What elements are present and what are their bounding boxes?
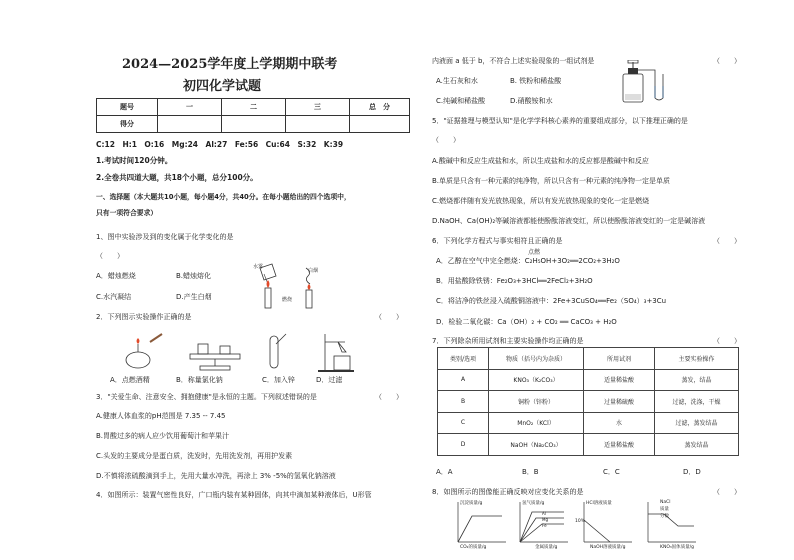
q4-option-d: D.硝酸铵和水 [510,97,553,105]
score-label: 得分 [97,116,158,133]
q7-option-c: C．C [603,468,620,476]
q1-option-a: A．蜡烛燃烧 [96,272,136,280]
q7-header-cell: 主要实验操作 [655,348,739,370]
q2-option-c: C．加入锌 [262,376,295,384]
q6-bracket: （ ） [713,237,741,245]
q8-graph4-ylabel-2: 质量 [660,507,669,512]
q7-cell: 蒸发，结晶 [655,369,739,391]
q1-bracket: （ ） [96,252,124,260]
q3-option-c: C.头发的主要成分是蛋白质，洗发时，先用洗发剂，再用护发素 [96,452,293,460]
q7-cell: 适量稀盐酸 [584,369,655,391]
q6-option-a: A．乙醇在空气中完全燃烧：C₂H₅OH+3O₂══2CO₂+3H₂O [436,257,620,265]
q3-option-a: A.健康人体血浆的pH范围是 7.35 -- 7.45 [96,412,226,420]
q5-option-b: B.单质是只含有一种元素的纯净物，所以只含有一种元素的纯净物一定是单质 [432,177,671,185]
q7-option-b: B．B [522,468,539,476]
q1-fig-label-mist: 水雾 [253,264,264,270]
table-row [438,412,739,434]
q5-option-a: A.酸碱中和反应生成盐和水，所以生成盐和水的反应都是酸碱中和反应 [432,157,649,165]
q8-graph2-series-al: Al [542,511,546,516]
q8-graph4-xlabel: KNO₃固体质量/g [660,545,695,550]
q5-option-d: D.NaOH、Ca(OH)₂等碱溶液都能使酚酞溶液变红，所以使酚酞溶液变红的一定是碱溶液 [432,217,706,225]
q7-cell: B [438,391,489,413]
q2-option-b: B．称量氯化钠 [176,376,223,384]
q5-option-c: C.燃烧都伴随有发光放热现象，所以有发光放热现象的变化一定是燃烧 [432,197,650,205]
q3-option-b: B.胃酸过多的病人应少饮用葡萄汁和苹果汁 [96,432,230,440]
section-heading: 一、选择题（本大题共10小题，每小题4分，共40分。在每小题给出的四个选项中， [96,193,351,201]
q8-graph1-ylabel: 沉淀质量/g [460,501,483,506]
q7-cell: 蒸发结晶 [655,434,739,456]
q8-stem: 8．如图所示的图像能正确反映对应变化关系的是 [432,488,584,496]
q7-cell: D [438,434,489,456]
section-heading-2: 只有一项符合要求） [96,209,158,217]
q8-graph2-xlabel: 金属质量/g [535,545,558,550]
score-cell: 二 [222,99,286,116]
q6-option-b: B．用盐酸除铁锈：Fe₂O₃+3HCl══2FeCl₂+3H₂O [436,277,593,285]
score-cell: 题号 [97,99,158,116]
score-blank [350,116,410,133]
q4-stem: 4．如图所示：装置气密性良好，广口瓶内装有某种固体，向其中滴加某种液体后，U形管 [96,491,372,499]
q7-cell: 过滤，洗涤，干燥 [655,391,739,413]
q8-graph4-ylabel-1: NaCl [660,500,671,505]
q8-graph1-xlabel: CO₂的质量/g [460,545,487,550]
q1-stem: 1、图中实验涉及到的变化属于化学变化的是 [96,233,234,241]
q2-option-a: A．点燃酒精 [110,376,150,384]
q7-option-d: D．D [683,468,701,476]
q7-cell: 过量稀硫酸 [584,391,655,413]
q7-cell: 适量稀盐酸 [584,434,655,456]
score-blank [222,116,286,133]
q2-stem: 2．下列图示实验操作正确的是 [96,313,192,321]
score-cell: 总 分 [350,99,410,116]
note-1: 1.考试时间120分钟。 [96,156,173,165]
q1-fig-label-smoke: 白烟 [308,268,319,274]
q5-bracket: （ ） [432,136,460,144]
q3-option-d: D.不慎将浓硫酸滴到手上，先用大量水冲洗，再涂上 3% -5%的氢氧化钠溶液 [96,472,336,480]
q1-fig-label-burn: 燃烧 [282,297,293,303]
q7-header-cell: 所用试剂 [584,348,655,370]
q7-header-cell: 类别/选项 [438,348,489,370]
q7-table [437,347,739,456]
score-cell: 一 [158,99,222,116]
score-table-row [97,116,410,133]
note-2: 2.全卷共四道大题，共18个小题，总分100分。 [96,173,258,182]
exam-subtitle: 初四化学试题 [183,79,262,94]
q1-option-d: D.产生白烟 [176,293,212,301]
score-blank [286,116,350,133]
q7-cell: 过滤，蒸发结晶 [655,412,739,434]
table-row [438,391,739,413]
q7-cell: MnO₂（KCl） [489,412,584,434]
q7-bracket: （ ） [713,337,741,345]
q5-stem: 5．"证据推理与模型认知"是化学学科核心素养的重要组成部分，以下推理正确的是 [432,117,688,125]
score-table-header-row [97,99,410,116]
q7-cell: NaOH（Na₂CO₃） [489,434,584,456]
q7-option-a: A．A [436,468,453,476]
q6-option-d: D．检验二氧化碳：Ca（OH）₂ + CO₂ ══ CaCO₃ + H₂O [436,318,617,326]
q8-graph3-xlabel: NaOH溶液质量/g [590,545,626,550]
q4-bracket: （ ） [713,57,741,65]
atomic-masses: C:12 H:1 O:16 Mg:24 Al:27 Fe:56 Cu:64 S:32 K:39 [96,140,344,149]
q8-graph2-series-mg: Mg [542,517,548,522]
q8-graph4-ylabel-3: 分数 [660,514,669,519]
q7-stem: 7．下列除杂所用试剂和主要实验操作均正确的是 [432,337,584,345]
q1-option-b: B.蜡烛熔化 [176,272,212,280]
q4-apparatus-figure [615,60,671,104]
q2-figures [120,330,380,372]
q1-option-c: C.水汽凝结 [96,293,132,301]
q4-option-c: C.纯碱和稀盐酸 [436,97,486,105]
q3-bracket: （ ） [375,393,403,401]
q6-condition: 点燃 [528,249,541,256]
q6-option-c: C．将洁净的铁丝浸入硫酸铜溶液中：2Fe+3CuSO₄══Fe₂（SO₄）₃+3Cu [436,297,667,305]
q8-graph3-ylabel: HCl溶液质量 [586,501,612,506]
q8-graph2-ylabel: 氢气质量/g [522,501,545,506]
score-table [96,98,410,133]
q6-stem: 6．下列化学方程式与事实相符且正确的是 [432,237,563,245]
score-cell: 三 [286,99,350,116]
q2-bracket: （ ） [375,313,403,321]
q7-header-cell: 物质（括号内为杂质） [489,348,584,370]
q7-cell: 水 [584,412,655,434]
score-blank [158,116,222,133]
q4-option-b: B. 铁粉和稀盐酸 [510,77,562,85]
q4-option-a: A.生石灰和水 [436,77,478,85]
q8-graph3-point: 10% [575,519,586,524]
q7-cell: KNO₃（K₂CO₃） [489,369,584,391]
q2-option-d: D．过滤 [316,376,343,384]
q8-bracket: （ ） [713,488,741,496]
q8-graph2-series-fe: Fe [542,523,547,528]
q7-cell: A [438,369,489,391]
q7-table-header [438,348,739,370]
q7-cell: C [438,412,489,434]
q4-stem-2: 内液面 a 低于 b，不符合上述实验现象的一组试剂是 [432,57,595,65]
q7-cell: 铜粉（锌粉） [489,391,584,413]
q3-stem: 3．"关爱生命、注意安全、拥抱健康"是永恒的主题。下列叙述错误的是 [96,393,317,401]
table-row [438,369,739,391]
table-row [438,434,739,456]
exam-title: 2024—2025学年度上学期期中联考 [122,57,338,72]
